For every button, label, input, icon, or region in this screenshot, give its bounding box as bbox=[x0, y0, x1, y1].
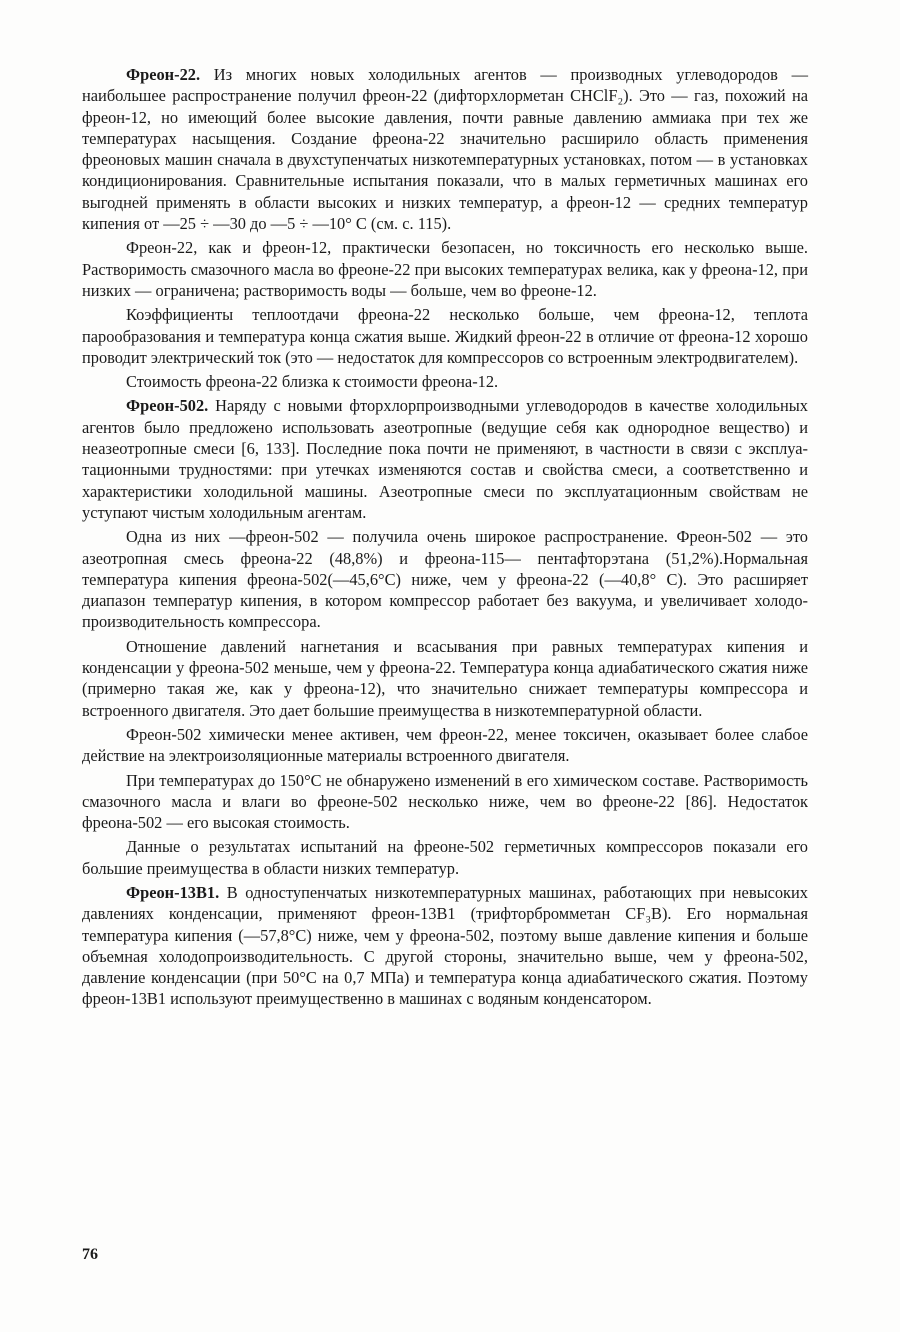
paragraph-text: Наряду с новыми фторхлорпроизводными углеводородов в качестве холодильных агентов было предложено использовать азеотропные (ведущие себя как однородное вещество) и неазеотропные смеси [6, 133]. Последние пока почти не применяют, в частности в связи с эксплуатационными трудностями: при утечках изменяются состав и свойства смеси, а соответственно и характеристики холодильной машины. Азеотропные смеси по эксплуатационным свойствам не уступают чистым холодильным агентам. bbox=[82, 396, 808, 522]
paragraph-text: При температурах до 150°С не обнаружено изменений в его химическом составе. Растворимость смазочного масла и влаги во фреоне-502 несколько ниже, чем во фреоне-22 [86]. Недостаток фреона-502 — его высокая стоимость. bbox=[82, 770, 808, 833]
paragraph bbox=[82, 770, 808, 834]
paragraph bbox=[82, 395, 808, 523]
section-heading: Фреон-13В1. bbox=[126, 882, 220, 902]
paragraph-text: Фреон-502 химически менее активен, чем фреон-22, менее токсичен, оказывает более слабое действие на электроизоляционные материалы встроенного двигателя. bbox=[82, 724, 808, 766]
paragraph bbox=[82, 636, 808, 721]
paragraph bbox=[82, 526, 808, 632]
paragraph bbox=[82, 724, 808, 767]
paragraph bbox=[82, 836, 808, 879]
paragraph-text: Коэффициенты теплоотдачи фреона-22 несколько больше, чем фреона-12, теплота парообразования и температура конца сжатия выше. Жидкий фреон-22 в отличие от фреона-12 хорошо проводит электрический ток (это — недостаток для компрессоров со встроенным электродвигателем). bbox=[82, 305, 808, 367]
paragraph-text: Фреон-22, как и фреон-12, практически безопасен, но токсичность его несколько выше. Растворимость смазочного масла во фреоне-22 при высоких температурах велика, как у фреона-12, при низких — ограничена; растворимость воды — больше, чем во фреоне-12. bbox=[82, 238, 808, 300]
paragraph-text: Одна из них —фреон-502 — получила очень широкое распространение. Фреон-502 — это азеотропная смесь фреона-22 (48,8%) и фреона-115— пентафторэтана (51,2%).Нормальная температура кипения фреона-502(—45,6°С) ниже, чем у фреона-22 (—40,8° С). Это расширяет диапазон температур кипения, в котором компрессор работает без вакуума, и увеличивает холодопроизводительность компрессора. bbox=[82, 527, 808, 632]
paragraph-text: Из многих новых холодильных агентов — производных углеводородов — наибольшее распространение получил фреон-22 (дифторхлорметан CHClF₂). Это — газ, похожий на фреон-12, но имеющий более высокие давления, почти равные давлению аммиака при тех же температурах насыщения. Создание фреона-22 значительно расширило область применения фреоновых машин сначала в двухступенчатых низкотемпературных установках, потом — в установках кондиционирования. Сравнительные испытания показали, что в малых герметичных машинах его выгодней применять в области высоких и низких температур, а фреон-12 — средних температур кипения от —25 ÷ —30 до —5 ÷ —10° С (см. с. 115). bbox=[82, 65, 808, 234]
body-text bbox=[82, 64, 808, 1013]
paragraph bbox=[82, 371, 808, 392]
paragraph-text: Отношение давлений нагнетания и всасывания при равных температурах кипения и конденсации у фреона-502 меньше, чем у фреона-22. Температура конца адиабатического сжатия ниже (примерно такая же, как у фреона-12), что значительно снижает температуры компрессора и встроенного двигателя. Это дает большие преимущества в низкотемпературной области. bbox=[82, 636, 808, 720]
paragraph-text: Стоимость фреона-22 близка к стоимости фреона-12. bbox=[126, 372, 499, 392]
paragraph-text: В одноступенчатых низкотемпературных машинах, работающих при невысоких давлениях конденсации, применяют фреон-13В1 (трифторбромметан CF₃B). Его нормальная температура кипения (—57,8°С) ниже, чем у фреона-502, поэтому выше давление кипения и больше объемная холодопроизводительность. С другой стороны, значительно выше, чем у фреона-502, давление конденсации (при 50°С на 0,7 МПа) и температура конца адиабатического сжатия. Поэтому фреон-13В1 используют преимущественно в машинах с водяным конденсатором. bbox=[82, 882, 808, 1009]
paragraph bbox=[82, 304, 808, 368]
section-heading: Фреон-22. bbox=[126, 65, 201, 84]
paragraph bbox=[82, 882, 808, 1010]
section-heading: Фреон-502. bbox=[126, 396, 209, 416]
paragraph bbox=[82, 237, 808, 301]
page-number: 76 bbox=[82, 1246, 98, 1263]
paragraph bbox=[82, 64, 808, 234]
paragraph-text: Данные о результатах испытаний на фреоне-502 герметичных компрессоров показали его большие преимущества в области низких температур. bbox=[82, 837, 808, 878]
